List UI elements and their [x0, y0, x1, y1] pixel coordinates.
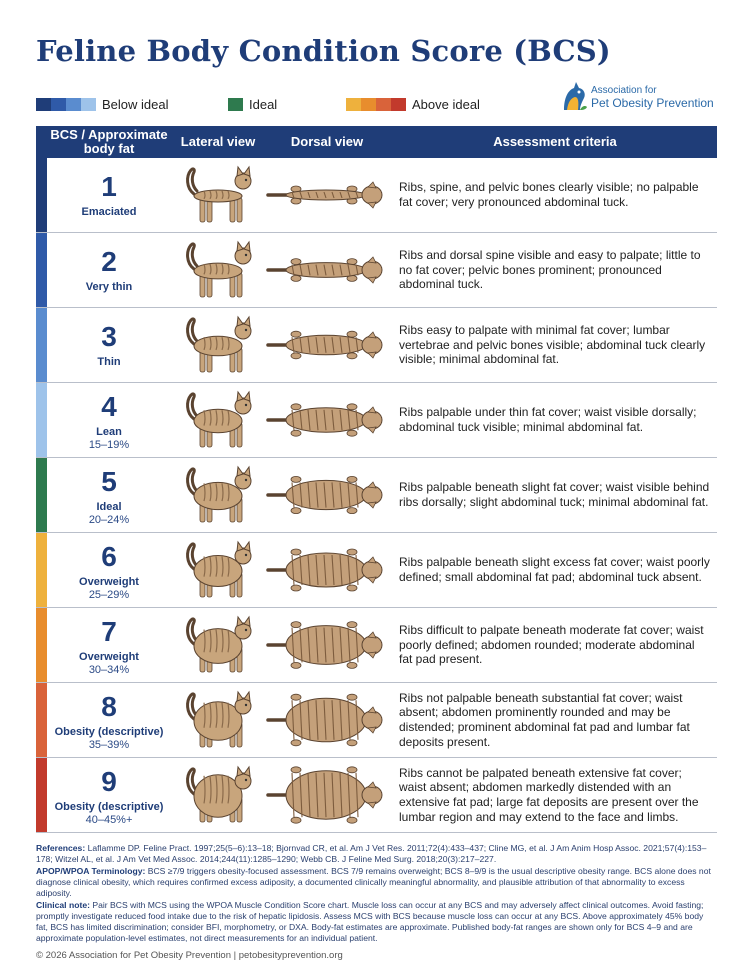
legend-swatch: [346, 98, 361, 111]
legend-swatch: [81, 98, 96, 111]
assessment-criteria: Ribs and dorsal spine visible and easy to palpate; little to no fat cover; pelvic bones prominent; pronounced abdominal tuck.: [399, 248, 701, 292]
terminology-text: BCS ≥7/9 triggers obesity-focused assessment. BCS 7/9 remains overweight; BCS 8–9/9 is the usual descriptive obesity range. BCS alone does not diagnose clinical obesity, which requires confirmed excess adiposity, a documented clinically meaningful abnormality, and plausible attribution of that abnormality to excess adiposity.: [36, 866, 711, 898]
legend-swatch: [36, 98, 51, 111]
dorsal-view-cat-illustration: [264, 466, 390, 524]
assessment-criteria: Ribs not palpable beneath substantial fat cover; waist absent; abdomen prominently rounded and may be distended; prominent abdominal fat pad and lumbar fat deposits present.: [399, 690, 690, 749]
body-fat-percent: 40–45%+: [85, 814, 133, 826]
lateral-view-cat-illustration: [180, 689, 256, 751]
score-number: 8: [101, 691, 117, 722]
assessment-criteria: Ribs, spine, and pelvic bones clearly visible; no palpable fat cover; very pronounced abdominal tuck.: [399, 180, 699, 209]
score-color-bar: [36, 233, 47, 307]
body-fat-percent: 35–39%: [88, 739, 130, 751]
legend-ideal-swatches: [228, 98, 243, 111]
score-label: Ideal: [96, 501, 122, 513]
assessment-criteria: Ribs palpable under thin fat cover; waist visible dorsally; abdominal tuck visible; minimal abdominal fat.: [399, 405, 697, 434]
table-row: [36, 758, 717, 833]
header-lateral: Lateral view: [180, 134, 256, 150]
body-fat-percent: 20–24%: [88, 514, 130, 526]
apop-logo: [560, 80, 720, 114]
table-row: [36, 233, 717, 308]
score-cell: [47, 533, 171, 607]
score-color-bar: [36, 608, 47, 682]
copyright: © 2026 Association for Pet Obesity Prevention | petobesityprevention.org: [36, 950, 343, 961]
legend-above-label: Above ideal: [412, 97, 480, 112]
dorsal-view-cat-illustration: [264, 541, 390, 599]
legend-swatch: [228, 98, 243, 111]
score-label: Overweight: [79, 651, 139, 663]
score-cell: [47, 683, 171, 757]
dog-cat-logo-icon: [560, 80, 590, 112]
score-cell: [47, 233, 171, 307]
score-color-bar: [36, 383, 47, 457]
assessment-criteria: Ribs palpable beneath slight fat cover; waist visible behind ribs dorsally; slight abdominal tuck; minimal abdominal fat.: [399, 480, 710, 509]
score-label: Obesity (descriptive): [54, 726, 164, 738]
score-label: Lean: [96, 426, 122, 438]
score-label: Obesity (descriptive): [54, 801, 164, 813]
lateral-view-cat-illustration: [180, 164, 256, 226]
bcs-table: [36, 126, 717, 833]
page-title: Feline Body Condition Score (BCS): [36, 34, 611, 68]
dorsal-view-cat-illustration: [264, 241, 390, 299]
score-color-bar: [36, 533, 47, 607]
header-dorsal: Dorsal view: [290, 134, 364, 150]
dorsal-view-cat-illustration: [264, 691, 390, 749]
assessment-criteria: Ribs easy to palpate with minimal fat cover; lumbar vertebrae and pelvic bones visible; abdominal tuck clearly visible; minimal abdominal fat.: [399, 323, 706, 367]
score-cell: [47, 458, 171, 532]
score-cell: [47, 383, 171, 457]
score-color-bar: [36, 158, 47, 232]
score-number: 4: [101, 391, 117, 422]
score-label: Overweight: [79, 576, 139, 588]
assessment-criteria: Ribs cannot be palpated beneath extensive fat cover; waist absent; abdomen markedly distended with an extensive fat pad; large fat deposits are present over the lumbar region and may extend to the face and limbs.: [399, 765, 699, 824]
legend-swatch: [391, 98, 406, 111]
assessment-criteria: Ribs difficult to palpate beneath moderate fat cover; waist poorly defined; abdomen rounded; moderate abdominal fat pad present.: [399, 623, 704, 667]
score-color-bar: [36, 683, 47, 757]
references-text: Laflamme DP. Feline Pract. 1997;25(5–6):13–18; Bjornvad CR, et al. Am J Vet Res. 2011;72(4):433–437; Cline MG, et al. J Am Anim Hosp Assoc. 2021;57(4):153–178; Witzel AL, et al. J Am Vet Med Assoc. 2014;244(11):1285–1290; Webb CB. J Feline Med Surg. 2018;20(3):217–227.: [36, 843, 707, 864]
score-cell: [47, 308, 171, 382]
table-header: [36, 126, 717, 158]
clinical-note: [36, 900, 717, 944]
body-fat-percent: 15–19%: [88, 439, 130, 451]
table-row: [36, 158, 717, 233]
score-number: 6: [101, 541, 117, 572]
clinical-label: Clinical note:: [36, 900, 90, 910]
score-label: Thin: [97, 356, 121, 368]
lateral-view-cat-illustration: [180, 239, 256, 301]
table-row: [36, 533, 717, 608]
legend-below-label: Below ideal: [102, 97, 169, 112]
terminology-label: APOP/WPOA Terminology:: [36, 866, 146, 876]
legend-swatch: [376, 98, 391, 111]
legend: [36, 97, 496, 117]
table-row: [36, 608, 717, 683]
dorsal-view-cat-illustration: [264, 316, 390, 374]
score-number: 3: [101, 321, 117, 352]
legend-above-ideal: [346, 97, 480, 112]
header-score: BCS / Approximate body fat: [50, 127, 168, 156]
legend-swatch: [51, 98, 66, 111]
logo-text-line1: Association for: [591, 85, 657, 96]
score-number: 2: [101, 246, 117, 277]
score-number: 7: [101, 616, 117, 647]
footer-notes: [36, 843, 717, 945]
legend-swatch: [361, 98, 376, 111]
score-cell: [47, 758, 171, 832]
terminology-note: [36, 866, 717, 899]
table-row: [36, 458, 717, 533]
lateral-view-cat-illustration: [180, 389, 256, 451]
body-fat-percent: 25–29%: [88, 589, 130, 601]
legend-below-ideal: [36, 97, 169, 112]
score-color-bar: [36, 758, 47, 832]
dorsal-view-cat-illustration: [264, 391, 390, 449]
dorsal-view-cat-illustration: [264, 766, 390, 824]
score-cell: [47, 608, 171, 682]
lateral-view-cat-illustration: [180, 464, 256, 526]
dorsal-view-cat-illustration: [264, 166, 390, 224]
body-fat-percent: 30–34%: [88, 664, 130, 676]
table-row: [36, 383, 717, 458]
table-body: [36, 158, 717, 833]
score-label: Very thin: [85, 281, 133, 293]
assessment-criteria: Ribs palpable beneath slight excess fat cover; waist poorly defined; small abdominal fat pad; abdominal tuck absent.: [399, 555, 710, 584]
score-cell: [47, 158, 171, 232]
score-number: 5: [101, 466, 117, 497]
header-criteria: Assessment criteria: [493, 134, 617, 150]
score-color-bar: [36, 458, 47, 532]
references-note: [36, 843, 717, 865]
score-number: 1: [101, 171, 117, 202]
score-number: 9: [101, 766, 117, 797]
legend-above-swatches: [346, 98, 406, 111]
references-label: References:: [36, 843, 86, 853]
lateral-view-cat-illustration: [180, 614, 256, 676]
lateral-view-cat-illustration: [180, 764, 256, 826]
lateral-view-cat-illustration: [180, 314, 256, 376]
lateral-view-cat-illustration: [180, 539, 256, 601]
table-row: [36, 308, 717, 383]
clinical-text: Pair BCS with MCS using the WPOA Muscle Condition Score chart. Muscle loss can occur at any BCS and may adversely affect clinical outcomes. Avoid fasting; promptly investigate reduced food intake due to the risk of hepatic lipidosis. Assess MCS with BCS because muscle loss can occur at any BCS. Above approximately 45% body fat, BCS has limited discrimination; consider BFI, morphometry, or DXA. Body-fat estimates are approximate. Published body-fat ranges are shown only for BCS 4–9 and are approximate population-level estimates, not direct measurements for an individual patient.: [36, 900, 704, 943]
legend-below-swatches: [36, 98, 96, 111]
legend-ideal: [228, 97, 277, 112]
score-color-bar: [36, 308, 47, 382]
dorsal-view-cat-illustration: [264, 616, 390, 674]
legend-ideal-label: Ideal: [249, 97, 278, 112]
score-label: Emaciated: [81, 206, 137, 218]
table-row: [36, 683, 717, 758]
logo-text-line2: Pet Obesity Prevention: [591, 96, 714, 110]
legend-swatch: [66, 98, 81, 111]
